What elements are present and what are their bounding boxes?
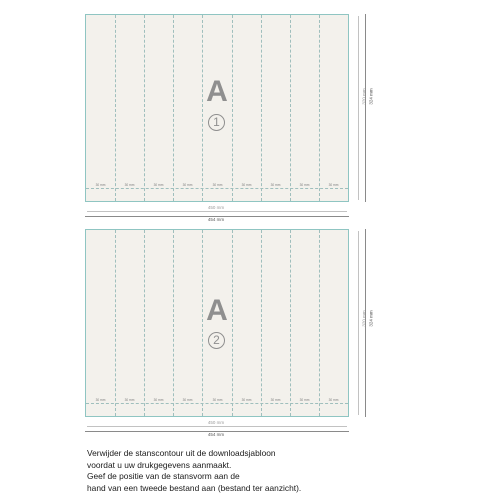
column-width-label: 30 mm (95, 398, 106, 402)
inner-height-dimension-line (358, 231, 359, 415)
column-width-label: 30 mm (182, 398, 193, 402)
column-width-label: 30 mm (95, 183, 106, 187)
column-width-label: 30 mm (270, 183, 281, 187)
die-cut-panel-1 (85, 14, 349, 202)
instruction-line: hand van een tweede bestand aan (bestand ter aanzicht). (87, 482, 302, 493)
inner-height-label: 320 mm (361, 310, 367, 327)
inner-width-dimension-line (87, 211, 347, 212)
column-width-label: 30 mm (212, 183, 223, 187)
die-cut-panel-2 (85, 229, 349, 417)
outer-height-label: 324 mm (368, 310, 374, 327)
column-width-label: 30 mm (328, 398, 339, 402)
instruction-line: voordat u uw drukgegevens aanmaakt. (87, 459, 232, 470)
inner-height-label: 320 mm (361, 88, 367, 105)
outer-width-label: 454 mm (207, 432, 225, 437)
outer-height-dimension-line (365, 229, 366, 417)
column-width-label: 30 mm (299, 183, 310, 187)
instruction-line: Geef de positie van de stansvorm aan de (87, 471, 240, 481)
column-width-label: 30 mm (299, 398, 310, 402)
column-width-label: 30 mm (328, 183, 339, 187)
column-width-label: 30 mm (124, 398, 135, 402)
instruction-line: Verwijder de stanscontour uit de downloadsjabloon (87, 448, 276, 458)
outer-height-label: 324 mm (368, 88, 374, 105)
column-width-label: 30 mm (212, 398, 223, 402)
inner-width-label: 450 mm (207, 205, 225, 210)
column-width-label: 30 mm (270, 398, 281, 402)
outer-width-label: 454 mm (207, 217, 225, 222)
panel-letter: A (206, 75, 228, 108)
panel-number-circle: 1 (208, 114, 225, 131)
outer-height-dimension-line (365, 14, 366, 202)
column-width-label: 30 mm (124, 183, 135, 187)
panel-letter: A (206, 294, 228, 327)
column-width-label: 30 mm (153, 183, 164, 187)
inner-bottom-line (86, 188, 348, 189)
panel-number-circle: 2 (208, 332, 225, 349)
inner-width-dimension-line (87, 426, 347, 427)
instructions-text (87, 448, 387, 494)
column-width-label: 30 mm (241, 183, 252, 187)
inner-bottom-line (86, 403, 348, 404)
inner-height-dimension-line (358, 16, 359, 200)
inner-width-label: 450 mm (207, 420, 225, 425)
column-width-label: 30 mm (241, 398, 252, 402)
column-width-label: 30 mm (153, 398, 164, 402)
column-width-label: 30 mm (182, 183, 193, 187)
